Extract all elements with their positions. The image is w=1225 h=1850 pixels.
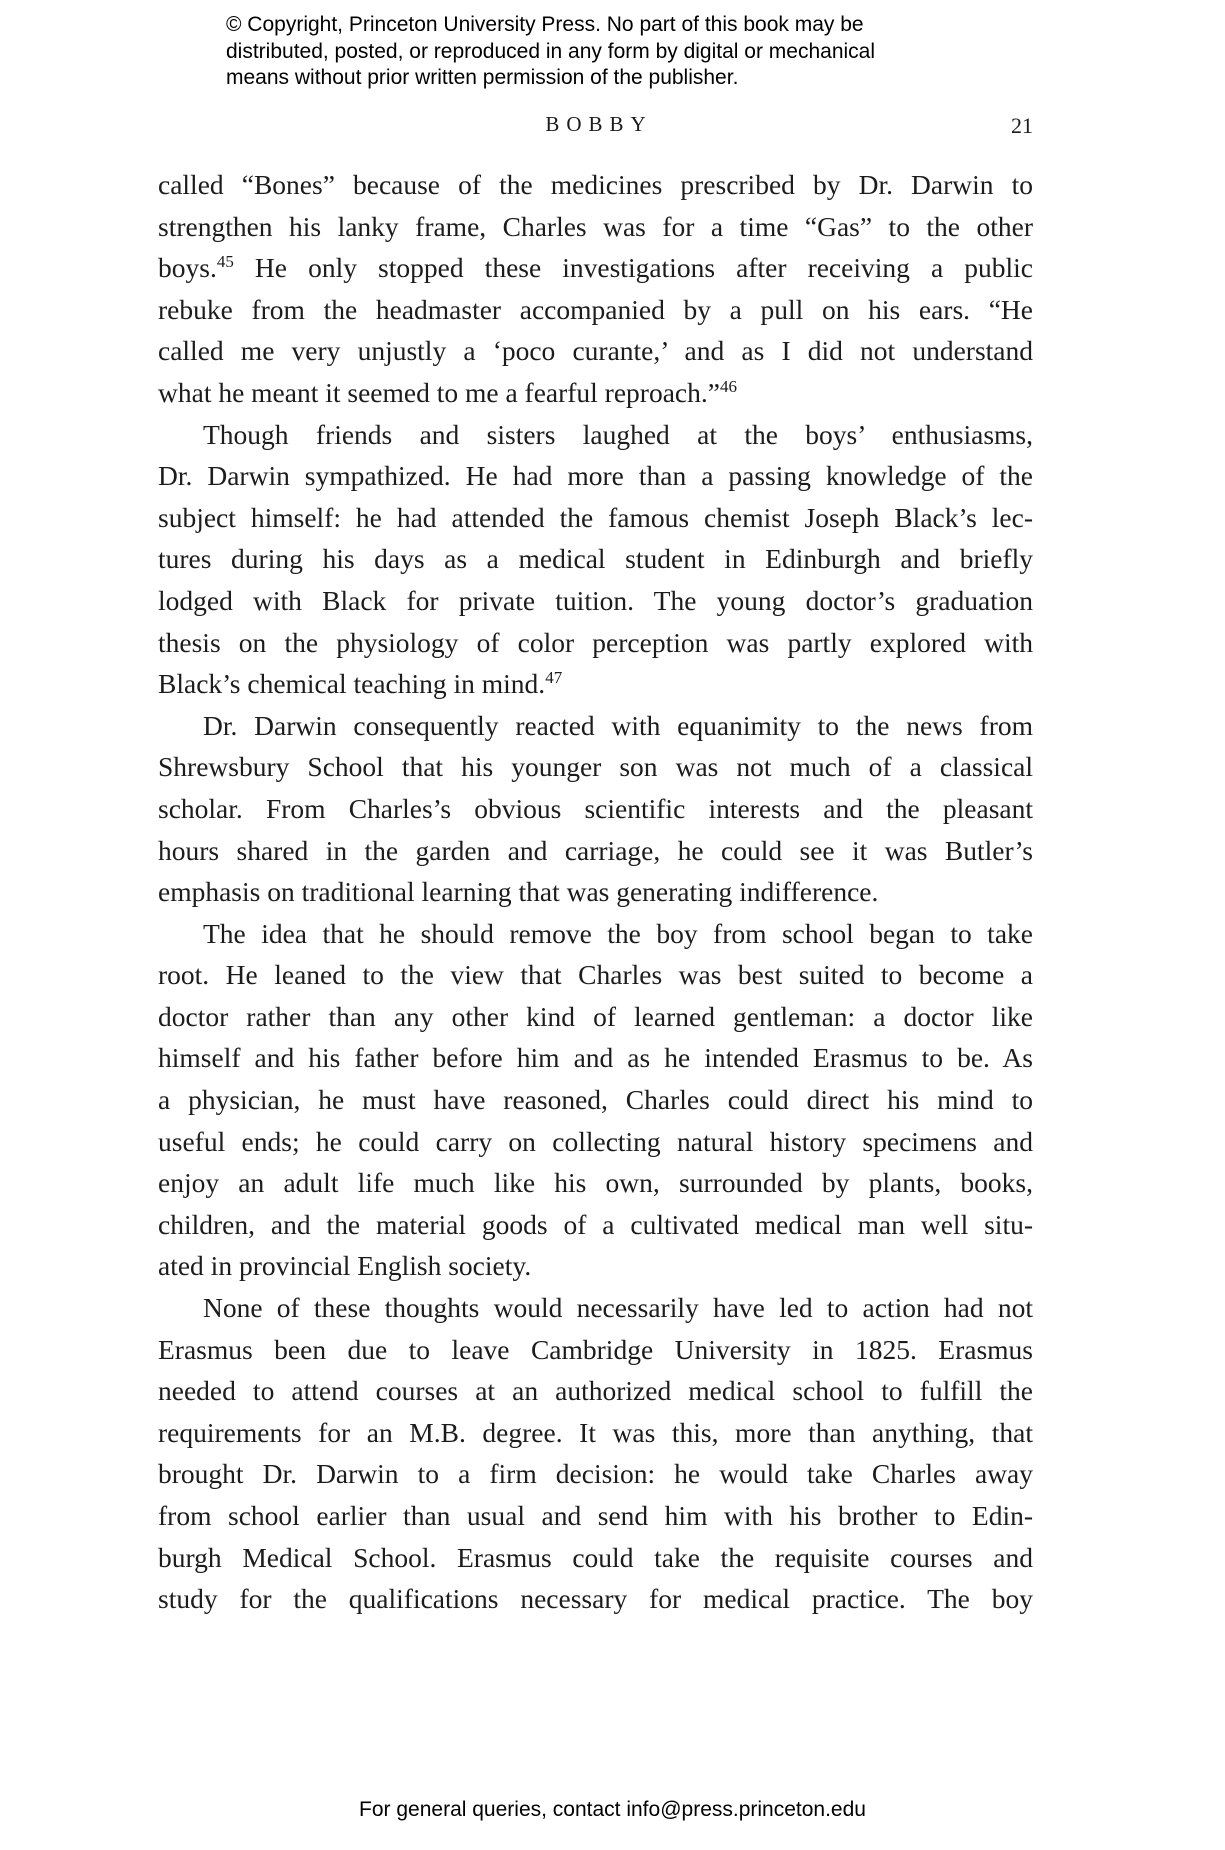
body-line: useful ends; he could carry on collecting natural history specimens and	[158, 1125, 1033, 1157]
running-head-title: BOBBY	[545, 112, 653, 136]
body-line: Though friends and sisters laughed at the boys’ enthusiasms,	[203, 418, 1033, 450]
footer-query-note: For general queries, contact info@press.princeton.edu	[359, 1798, 866, 1821]
paragraph	[158, 705, 1033, 913]
running-head	[158, 112, 1033, 142]
footnote-reference: 47	[545, 668, 563, 688]
copyright-line: distributed, posted, or reproduced in any form by digital or mechanical	[226, 39, 876, 63]
body-line: rebuke from the headmaster accompanied by a pull on his ears. “He	[158, 293, 1033, 325]
body-line: scholar. From Charles’s obvious scientific interests and the pleasant	[158, 792, 1033, 824]
body-line: children, and the material goods of a cultivated medical man well situ-	[158, 1208, 1033, 1240]
body-line: subject himself: he had attended the famous chemist Joseph Black’s lec-	[158, 501, 1033, 533]
body-line: tures during his days as a medical student in Edinburgh and briefly	[158, 543, 1033, 575]
paragraph	[158, 913, 1033, 1287]
body-text	[158, 164, 1033, 1620]
body-line: Black’s chemical teaching in mind.$^{47}$	[158, 668, 563, 700]
copyright-line: means without prior written permission of the publisher.	[226, 66, 739, 89]
body-line: Erasmus been due to leave Cambridge University in 1825. Erasmus	[158, 1333, 1033, 1365]
body-line: None of these thoughts would necessarily have led to action had not	[203, 1292, 1033, 1324]
body-line: Dr. Darwin consequently reacted with equanimity to the news from	[203, 709, 1033, 741]
body-line: strengthen his lanky frame, Charles was for a time “Gas” to the other	[158, 210, 1033, 242]
body-line: root. He leaned to the view that Charles was best suited to become a	[158, 959, 1033, 991]
body-line: Dr. Darwin sympathized. He had more than a passing knowledge of the	[158, 460, 1033, 492]
body-line: boys.$^{45}$ He only stopped these investigations after receiving a public	[158, 252, 1033, 284]
body-line: brought Dr. Darwin to a firm decision: he would take Charles away	[158, 1458, 1033, 1490]
body-line: what he meant it seemed to me a fearful reproach.”$^{46}$	[158, 376, 737, 408]
paragraph	[158, 414, 1033, 705]
body-line: thesis on the physiology of color perception was partly explored with	[158, 626, 1033, 658]
body-line: from school earlier than usual and send him with his brother to Edin-	[158, 1500, 1033, 1531]
body-line: enjoy an adult life much like his own, surrounded by plants, books,	[158, 1167, 1033, 1199]
body-line: himself and his father before him and as he intended Erasmus to be. As	[158, 1042, 1033, 1074]
body-line: needed to attend courses at an authorized medical school to fulfill the	[158, 1375, 1033, 1407]
copyright-line: © Copyright, Princeton University Press. No part of this book may be	[226, 13, 864, 36]
body-line: a physician, he must have reasoned, Charles could direct his mind to	[158, 1084, 1033, 1116]
paragraph	[158, 1287, 1033, 1620]
body-line: called “Bones” because of the medicines prescribed by Dr. Darwin to	[158, 169, 1033, 200]
body-line: Shrewsbury School that his younger son was not much of a classical	[158, 751, 1033, 783]
page-number: 21	[1011, 113, 1033, 138]
paragraph	[158, 164, 1033, 414]
footnote-reference: 45	[216, 252, 234, 272]
body-line: called me very unjustly a ‘poco curante,’ and as I did not understand	[158, 335, 1033, 367]
body-line: burgh Medical School. Erasmus could take the requisite courses and	[158, 1541, 1033, 1573]
body-line: emphasis on traditional learning that was generating indifference.	[158, 876, 879, 908]
body-line: lodged with Black for private tuition. The young doctor’s graduation	[158, 584, 1033, 616]
body-line: The idea that he should remove the boy from school began to take	[203, 917, 1033, 949]
body-line: hours shared in the garden and carriage, he could see it was Butler’s	[158, 834, 1033, 866]
body-line: requirements for an M.B. degree. It was this, more than anything, that	[158, 1416, 1033, 1448]
body-line: study for the qualifications necessary for medical practice. The boy	[158, 1583, 1033, 1615]
footnote-reference: 46	[719, 376, 737, 396]
body-line: doctor rather than any other kind of learned gentleman: a doctor like	[158, 1000, 1033, 1032]
copyright-notice	[226, 12, 875, 92]
body-line: ated in provincial English society.	[158, 1250, 532, 1282]
